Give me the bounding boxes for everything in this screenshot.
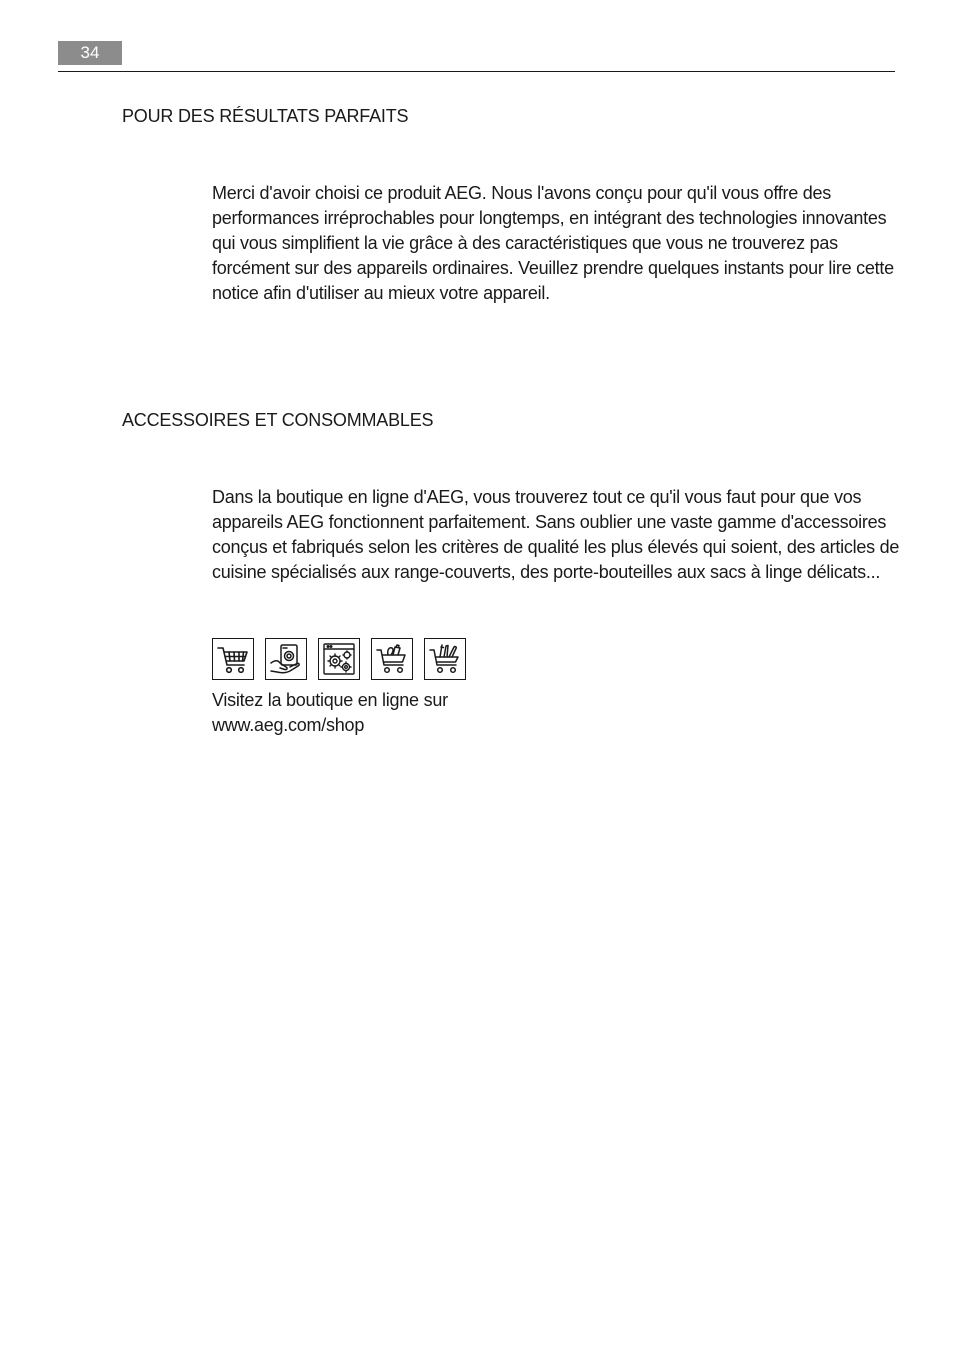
visit-line: Visitez la boutique en ligne sur	[212, 690, 448, 710]
section-heading-resultats: POUR DES RÉSULTATS PARFAITS	[122, 106, 409, 126]
cart-detergent-icon	[371, 638, 413, 680]
shopping-cart-icon	[212, 638, 254, 680]
accessories-paragraph: Dans la boutique en ligne d'AEG, vous trouverez tout ce qu'il vous faut pour que vos appareils AEG fonctionnent parfaitement. Sans oublier une vaste gamme d'accessoires conçus et fabriqués selon les critères de qualité les plus élevés qui soient, des articles de cuisine spécialisés aux range-couverts, des porte-bouteilles aux sacs à linge délicats...	[212, 487, 900, 582]
section-heading-accessoires: ACCESSOIRES ET CONSOMMABLES	[122, 410, 434, 430]
shop-url: www.aeg.com/shop	[212, 715, 365, 735]
shop-visit-text	[212, 688, 448, 738]
header-rule	[58, 71, 895, 72]
page-number: 34	[58, 41, 122, 65]
hand-appliance-icon	[265, 638, 307, 680]
intro-paragraph: Merci d'avoir choisi ce produit AEG. Nous l'avons conçu pour qu'il vous offre des performances irréprochables pour longtemps, en intégrant des technologies innovantes qui vous simplifient la vie grâce à des caractéristiques que vous ne trouverez pas forcément sur des appareils ordinaires. Veuillez prendre quelques instants pour lire cette notice afin d'utiliser au mieux votre appareil.	[212, 183, 894, 303]
cart-tools-icon	[424, 638, 466, 680]
gears-appliance-icon	[318, 638, 360, 680]
shop-icon-row	[212, 638, 466, 682]
